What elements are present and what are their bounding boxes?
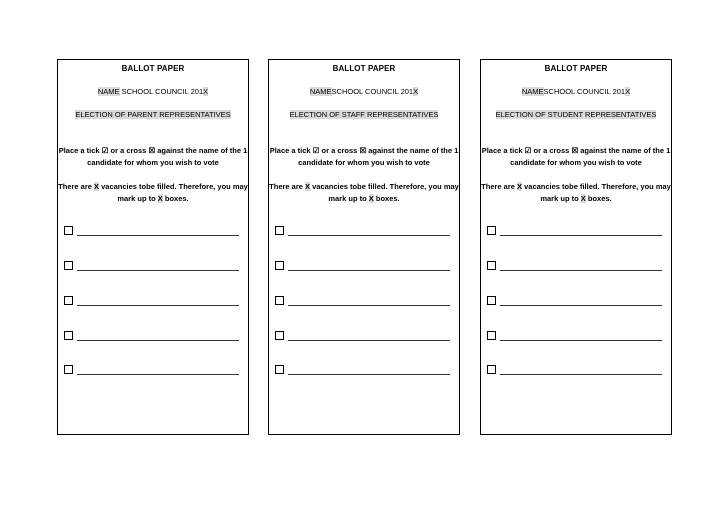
- vacancies-text: [58, 181, 248, 205]
- candidate-checkbox[interactable]: [64, 365, 73, 374]
- candidate-name-line[interactable]: [288, 305, 450, 306]
- cross-icon: ☒: [571, 146, 579, 155]
- ballot-title: BALLOT PAPER: [332, 64, 396, 73]
- candidate-name-line[interactable]: [288, 340, 450, 341]
- vacancies-text-1: There are: [481, 182, 518, 191]
- candidate-row: [64, 331, 239, 341]
- school-council-line: [481, 87, 671, 96]
- school-name-placeholder: NAME: [97, 87, 120, 96]
- candidate-name-line[interactable]: [288, 235, 450, 236]
- candidate-row: [487, 296, 662, 306]
- vacancies-text-2: vacancies tobe filled. Therefore, you may mark up to: [522, 182, 671, 203]
- instruction-text-3: against the name of the 1 candidate for whom you wish to vote: [510, 146, 671, 167]
- instruction-text-1: Place a tick: [58, 146, 102, 155]
- candidate-row: [64, 296, 239, 306]
- election-title-text: ELECTION OF STAFF REPRESENTATIVES: [289, 110, 439, 119]
- tick-icon: ☑: [312, 146, 320, 155]
- ballot-paper-student: [480, 59, 672, 435]
- vacancies-text: [481, 181, 671, 205]
- year-placeholder: X: [203, 87, 209, 96]
- instruction-text-2: or a cross: [108, 146, 149, 155]
- instruction-text-2: or a cross: [319, 146, 360, 155]
- vacancies-text-3: boxes.: [585, 194, 612, 203]
- school-name-placeholder: NAME: [309, 87, 332, 96]
- candidate-name-line[interactable]: [500, 235, 662, 236]
- election-title: [58, 110, 248, 119]
- cross-icon: ☒: [148, 146, 156, 155]
- cross-icon: ☒: [359, 146, 367, 155]
- school-council-text: SCHOOL COUNCIL 201: [119, 87, 204, 96]
- vacancies-count: X: [94, 182, 100, 191]
- candidate-row: [487, 331, 662, 341]
- candidate-name-line[interactable]: [77, 235, 239, 236]
- boxes-count: X: [368, 194, 374, 203]
- voting-instruction: [481, 145, 671, 169]
- candidate-name-line[interactable]: [77, 374, 239, 375]
- candidate-checkbox[interactable]: [487, 226, 496, 235]
- candidate-row: [64, 226, 239, 236]
- candidate-row: [275, 226, 450, 236]
- vacancies-text: [269, 181, 459, 205]
- voting-instruction: [269, 145, 459, 169]
- year-placeholder: X: [625, 87, 631, 96]
- school-name-placeholder: NAME: [521, 87, 544, 96]
- candidate-checkbox[interactable]: [64, 261, 73, 270]
- election-title: [269, 110, 459, 119]
- candidate-row: [487, 226, 662, 236]
- candidate-row: [275, 331, 450, 341]
- ballot-title: BALLOT PAPER: [121, 64, 185, 73]
- tick-icon: ☑: [524, 146, 532, 155]
- school-council-text: SCHOOL COUNCIL 201: [331, 87, 414, 96]
- candidate-name-line[interactable]: [77, 305, 239, 306]
- vacancies-text-3: boxes.: [373, 194, 400, 203]
- candidate-checkbox[interactable]: [275, 296, 284, 305]
- ballot-paper-staff: [268, 59, 460, 435]
- election-title: [481, 110, 671, 119]
- vacancies-text-3: boxes.: [162, 194, 189, 203]
- voting-instruction: [58, 145, 248, 169]
- candidate-checkbox[interactable]: [64, 226, 73, 235]
- election-title-text: ELECTION OF STUDENT REPRESENTATIVES: [495, 110, 657, 119]
- candidate-checkbox[interactable]: [64, 296, 73, 305]
- candidate-row: [275, 261, 450, 271]
- vacancies-count: X: [305, 182, 311, 191]
- school-council-line: [269, 87, 459, 96]
- candidate-name-line[interactable]: [288, 374, 450, 375]
- boxes-count: X: [157, 194, 163, 203]
- candidate-name-line[interactable]: [500, 340, 662, 341]
- candidate-checkbox[interactable]: [487, 296, 496, 305]
- instruction-text-3: against the name of the 1 candidate for whom you wish to vote: [87, 146, 248, 167]
- candidate-checkbox[interactable]: [64, 331, 73, 340]
- vacancies-count: X: [517, 182, 523, 191]
- candidate-name-line[interactable]: [77, 270, 239, 271]
- candidate-row: [64, 261, 239, 271]
- candidate-row: [487, 261, 662, 271]
- candidate-name-line[interactable]: [77, 340, 239, 341]
- vacancies-text-1: There are: [58, 182, 95, 191]
- instruction-text-1: Place a tick: [481, 146, 525, 155]
- tick-icon: ☑: [101, 146, 109, 155]
- candidate-name-line[interactable]: [500, 374, 662, 375]
- candidate-name-line[interactable]: [500, 305, 662, 306]
- candidate-checkbox[interactable]: [275, 226, 284, 235]
- candidate-checkbox[interactable]: [275, 261, 284, 270]
- instruction-text-2: or a cross: [531, 146, 572, 155]
- candidate-row: [64, 365, 239, 375]
- year-placeholder: X: [413, 87, 419, 96]
- ballot-paper-parent: [57, 59, 249, 435]
- vacancies-text-2: vacancies tobe filled. Therefore, you may mark up to: [310, 182, 459, 203]
- vacancies-text-1: There are: [269, 182, 306, 191]
- instruction-text-3: against the name of the 1 candidate for whom you wish to vote: [298, 146, 459, 167]
- candidate-row: [487, 365, 662, 375]
- candidate-name-line[interactable]: [500, 270, 662, 271]
- election-title-text: ELECTION OF PARENT REPRESENTATIVES: [75, 110, 231, 119]
- boxes-count: X: [580, 194, 586, 203]
- school-council-text: SCHOOL COUNCIL 201: [543, 87, 626, 96]
- candidate-row: [275, 296, 450, 306]
- instruction-text-1: Place a tick: [269, 146, 313, 155]
- ballot-title: BALLOT PAPER: [544, 64, 608, 73]
- candidate-checkbox[interactable]: [275, 331, 284, 340]
- candidate-checkbox[interactable]: [487, 365, 496, 374]
- candidate-checkbox[interactable]: [487, 331, 496, 340]
- vacancies-text-2: vacancies tobe filled. Therefore, you may mark up to: [99, 182, 248, 203]
- candidate-row: [275, 365, 450, 375]
- candidate-name-line[interactable]: [288, 270, 450, 271]
- school-council-line: [58, 87, 248, 96]
- candidate-checkbox[interactable]: [487, 261, 496, 270]
- candidate-checkbox[interactable]: [275, 365, 284, 374]
